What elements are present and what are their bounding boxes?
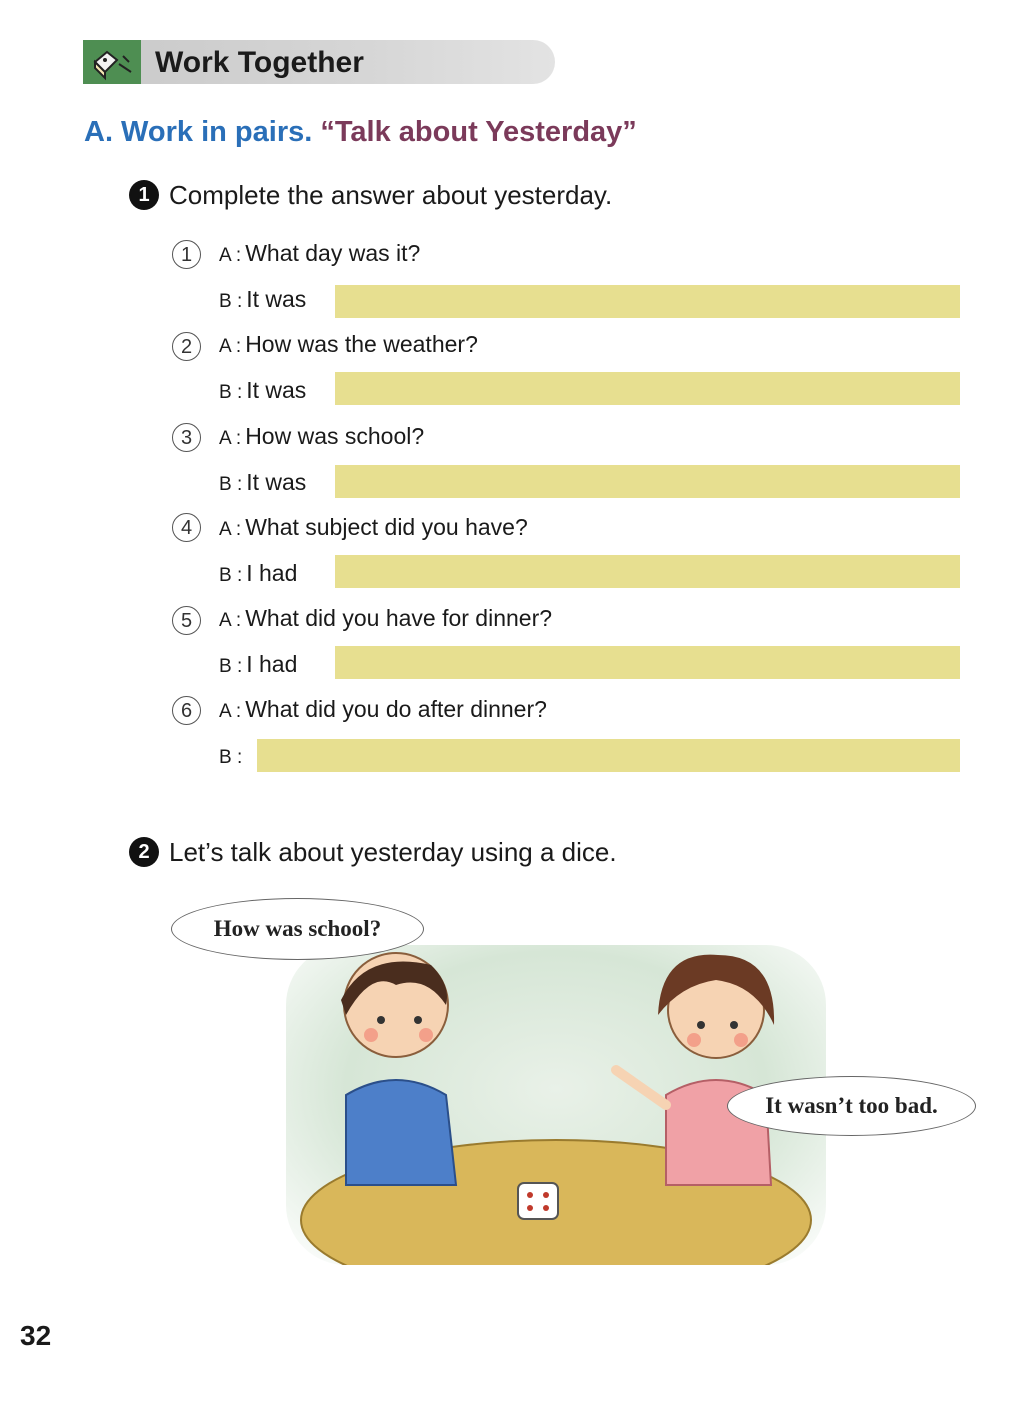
answer-line [219,649,297,682]
question-number: 1 [172,240,201,269]
question-number: 6 [172,696,201,725]
question-line [219,329,478,362]
speaker-b-label: B : [219,291,243,312]
answer-line [219,375,306,408]
step-2 [129,835,617,869]
step-instruction: Let’s talk about yesterday using a dice. [169,837,617,867]
speaker-a-label: A : [219,701,242,722]
question-number: 3 [172,423,201,452]
step-instruction: Complete the answer about yesterday. [169,180,613,210]
question-text: What did you have for dinner? [245,605,553,631]
question-number: 4 [172,513,201,542]
pencil-dice-icon [83,40,141,84]
section-quote-title: “Talk about Yesterday” [320,116,637,148]
speaker-b-label: B : [219,656,243,677]
speaker-b-label: B : [219,474,243,495]
answer-start: It was [246,469,307,495]
step-number-badge: 1 [129,180,159,210]
question-line [219,512,528,545]
answer-field[interactable] [335,285,960,318]
speaker-a-label: A : [219,610,242,631]
question-line [219,238,420,271]
answer-field[interactable] [335,372,960,405]
speaker-a-label: A : [219,336,242,357]
speech-bubble-left [171,898,424,960]
section-letter-title: A. Work in pairs. [84,116,313,148]
question-text: What subject did you have? [245,514,528,540]
speaker-b-label: B : [219,747,243,768]
boy-icon [341,953,456,1185]
speaker-a-label: A : [219,245,242,266]
question-text: What day was it? [245,240,421,266]
speaker-a-label: A : [219,428,242,449]
answer-start: I had [246,560,298,586]
page-number: 32 [20,1320,52,1351]
speech-bubble-text: It wasn’t too bad. [765,1093,938,1118]
answer-field[interactable] [257,739,960,772]
question-number: 5 [172,606,201,635]
speaker-b-label: B : [219,382,243,403]
question-number: 2 [172,332,201,361]
answer-start: I had [246,651,298,677]
answer-start: It was [246,377,307,403]
step-number-badge: 2 [129,837,159,867]
dice-icon [518,1183,558,1219]
speech-bubble-text: How was school? [213,916,382,941]
question-line [219,694,547,727]
question-line [219,603,552,636]
question-text: How was school? [245,423,425,449]
answer-line [219,740,246,773]
step-1 [129,178,612,212]
answer-start: It was [246,286,307,312]
answer-line [219,558,297,591]
page-title: Work Together [155,46,364,79]
answer-line [219,467,306,500]
answer-field[interactable] [335,646,960,679]
speaker-a-label: A : [219,519,242,540]
answer-line [219,284,306,317]
question-text: What did you do after dinner? [245,696,547,722]
answer-field[interactable] [335,465,960,498]
question-line [219,421,424,454]
section-title [84,112,637,152]
speech-bubble-right [727,1076,976,1136]
answer-field[interactable] [335,555,960,588]
question-text: How was the weather? [245,331,478,357]
speaker-b-label: B : [219,565,243,586]
